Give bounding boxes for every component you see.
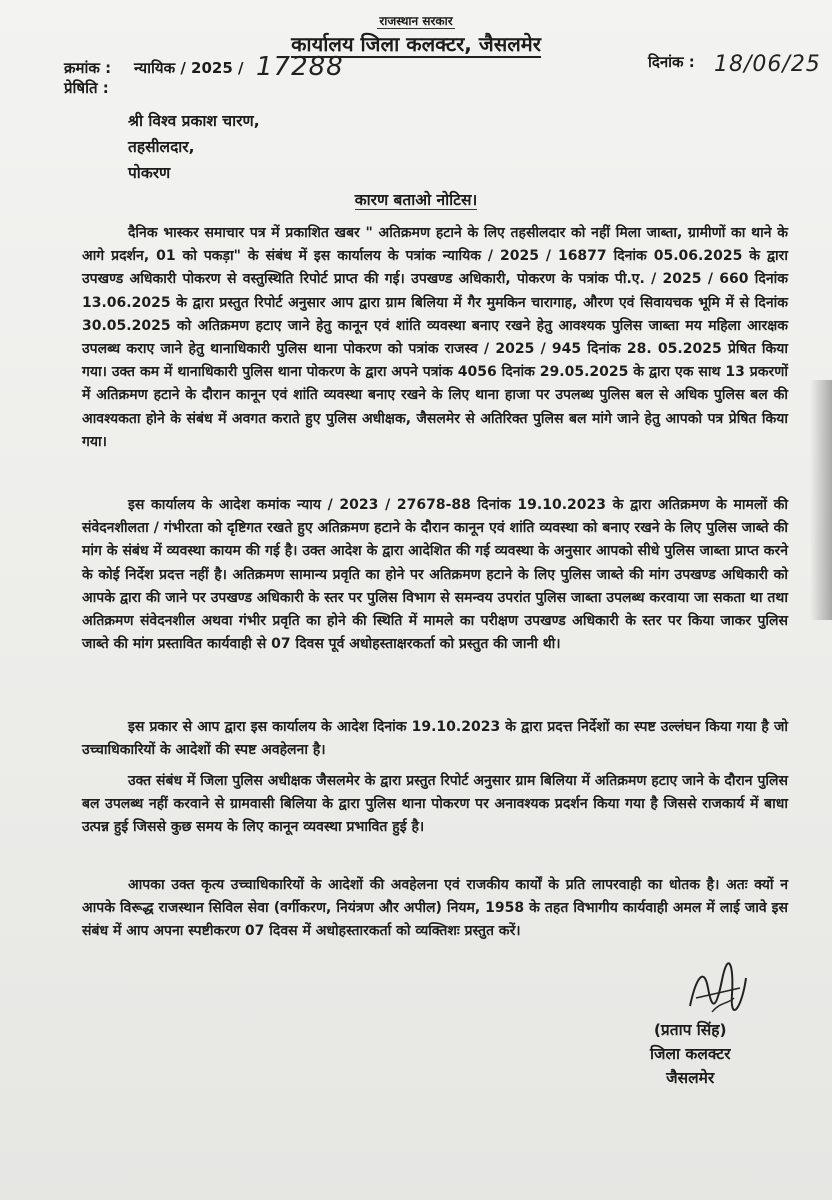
body-paragraph-1: दैनिक भास्कर समाचार पत्र में प्रकाशित खबर " अतिक्रमण हटाने के लिए तहसीलदार को नहीं मिला जाब्ता, ग्रामीणों का थाने के आगे प्रदर्शन, 01 को पकड़ा" के संबंध में इस कार्यालय के पत्रांक न्यायिक / 2025 / 16877 दिनांक 05.06.2025 के द्वारा उपखण्ड अधिकारी पोकरण से वस्तुस्थिति रिपोर्ट प्राप्त की गई। उपखण्ड अधिकारी, पोकरण के पत्रांक पी.ए. / 2025 / 660 दिनांक 13.06.2025 के द्वारा प्रस्तुत रिपोर्ट अनुसार आप द्वारा ग्राम बिलिया में गैर मुमकिन चारागाह, औरण एवं सिवायचक भूमि में से दिनांक 30.05.2025 को अतिक्रमण हटाए जाने हेतु कानून एवं शांति व्यवस्था बनाए रखने हेतु आवश्यक पुलिस जाब्ता मय महिला आरक्षक उपलब्ध कराए जाने हेतु थानाधिकारी पुलिस थाना पोकरण को पत्रांक राजस्व / 2025 / 945 दिनांक 28. 05.2025 प्रेषित किया गया। उक्त कम में थानाधिकारी पुलिस थाना पोकरण के द्वारा अपने पत्रांक 4056 दिनांक 29.05.2025 के द्वारा एक साथ 13 प्रकरणों में अतिक्रमण हटाने के दौरान कानून एवं शांति व्यवस्था बनाए रखने के लिए थाना हाजा पर उपलब्ध पुलिस बल से अधिक पुलिस बल की आवश्यकता होने के संबंध में अवगत कराते हुए पुलिस अधीक्षक, जैसलमेर से अतिरिक्त पुलिस बल मांगे जाने हेतु आपको पत्र प्रेषित किया गया।	[82, 225, 788, 450]
date-label: दिनांक :	[648, 53, 695, 71]
ref-label: क्रमांक :	[64, 59, 112, 77]
ref-number: न्यायिक / 2025 /	[134, 59, 244, 77]
handwritten-date: 18/06/25	[714, 52, 821, 77]
signatory-name: (प्रताप सिंह)	[653, 1021, 727, 1039]
body-paragraph-3: इस प्रकार से आप द्वारा इस कार्यालय के आदेश दिनांक 19.10.2023 के द्वारा प्रदत्त निर्देशों का स्पष्ट उल्लंघन किया गया है जो उच्चाधिकारियों के आदेशों की स्पष्ट अवहेलना है।	[82, 719, 788, 759]
body-paragraph-4: उक्त संबंध में जिला पुलिस अधीक्षक जैसलमेर के द्वारा प्रस्तुत रिपोर्ट अनुसार ग्राम बिलिया में अतिक्रमण हटाए जाने के दौरान पुलिस बल उपलब्ध नहीं करवाने से ग्रामवासी बिलिया के द्वारा पुलिस थाना पोकरण पर अनावश्यक प्रदर्शन किया गया है जिससे राजकार्य में बाधा उत्पन्न हुई जिससे कुछ समय के लिए कानून व्यवस्था प्रभावित हुई है।	[82, 773, 788, 836]
handwritten-ref-number: 17288	[256, 52, 344, 82]
signature-scribble	[682, 958, 752, 1018]
subject-heading: कारण बताओ नोटिस।	[354, 191, 478, 209]
signature-block	[650, 1018, 730, 1090]
addressee-designation: तहसीलदार,	[128, 138, 195, 156]
addressee-place: पोकरण	[128, 164, 171, 182]
addressee-name: श्री विश्व प्रकाश चारण,	[128, 112, 260, 130]
body-paragraph-5: आपका उक्त कृत्य उच्चाधिकारियों के आदेशों की अवहेलना एवं राजकीय कार्यों के प्रति लापरवाही का धोतक है। अतः क्यों न आपके विरूद्ध राजस्थान सिविल सेवा (वर्गीकरण, नियंत्रण और अपील) नियम, 1958 के तहत विभागीय कार्यवाही अमल में लाई जावे इस संबंध में आप अपना स्पष्टीकरण 07 दिवस में अधोहस्तारकर्ता को व्यक्तिशः प्रस्तुत करें।	[82, 877, 788, 940]
header-state: राजस्थान सरकार	[379, 14, 453, 28]
body-paragraph-2: इस कार्यालय के आदेश कमांक न्याय / 2023 / 27678-88 दिनांक 19.10.2023 के द्वारा अतिक्रमण के मामलों की संवेदनशीलता / गंभीरता को दृष्टिगत रखते हुए अतिक्रमण हटाने के दौरान कानून एवं शांति व्यवस्था को बनाए रखने के लिए पुलिस जाब्ते की मांग के संबंध में व्यवस्था कायम की गई है। उक्त आदेश के द्वारा आदेशित की गई व्यवस्था के अनुसार आपको सीधे पुलिस जाब्ता प्राप्त करने के कोई निर्देश प्रदत्त नहीं है। अतिक्रमण सामान्य प्रवृति का होने पर अतिक्रमण हटाने के लिए पुलिस जाब्ते की मांग उपखण्ड अधिकारी को आपके द्वारा की जाने पर उपखण्ड अधिकारी के स्तर पर पुलिस विभाग से समन्वय उपरांत पुलिस जाब्ता उपलब्ध करवाया जा सकता था तथा अतिक्रमण संवेदनशील अथवा गंभीर प्रवृति का होने की स्थिति में मामले का परीक्षण उपखण्ड अधिकारी के स्तर पर किया जाकर पुलिस जाब्ते की मांग प्रस्तावित कार्यवाही से 07 दिवस पूर्व अधोहस्ताक्षरकर्ता को प्रस्तुत की जानी थी।	[82, 497, 788, 653]
signatory-place: जैसलमेर	[666, 1069, 715, 1087]
to-label: प्रेषिति :	[64, 79, 109, 97]
signatory-designation: जिला कलक्टर	[650, 1045, 731, 1063]
page-edge-shadow	[810, 380, 832, 620]
addressee-block	[128, 108, 260, 186]
header-office: कार्यालय जिला कलक्टर, जैसलमेर	[291, 32, 541, 56]
